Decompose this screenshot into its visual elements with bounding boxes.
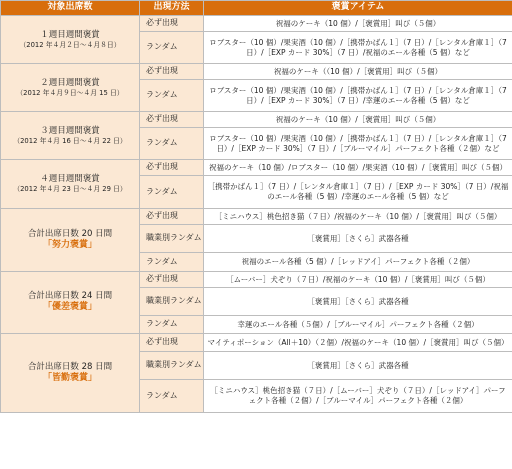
method-cell: 必ず出現 [140,334,204,352]
items-cell: ロブスター（10 個）/果実酒（10 個）/［携帯かばん１］（7 日）/［レンタル倉庫１］（7 日）/［EXP カード 30%］（7 日）/幸運のエール各種（5 個）など [204,80,512,112]
items-cell: ［ミニハウス］桃色招き猫（７日）/祝福のケーキ（10 個）/［褒賞用］叫び（５個） [204,209,512,225]
method-cell: ランダム [140,128,204,160]
table-row [1,64,512,80]
items-cell: 祝福のエール各種（5 個）/［レッドアイ］パーフェクト各種（２個） [204,253,512,272]
group-1-target [1,16,140,64]
items-cell: ［褒賞用］［さくら］武器各種 [204,288,512,316]
group-title: ４週目週間褒賞 [40,174,100,185]
group-period: （2012 年４月２日～４月８日） [19,40,121,49]
method-cell: 必ず出現 [140,209,204,225]
method-cell: ランダム [140,176,204,209]
award-name: 「努力褒賞」 [42,239,97,250]
group-title: 合計出席日数 28 日間 [27,361,113,372]
items-cell: ［褒賞用］［さくら］武器各種 [204,225,512,253]
table-row [1,160,512,176]
header-items: 褒賞アイテム [204,1,512,16]
method-cell: 必ず出現 [140,160,204,176]
header-method: 出現方法 [140,1,204,16]
group-title: 合計出席日数 20 日間 [27,228,113,239]
award-name: 「皆勤褒賞」 [42,372,97,383]
method-cell: ランダム [140,32,204,64]
group-3-target [1,112,140,160]
method-cell: 職業別ランダム [140,225,204,253]
table-row [1,209,512,225]
group-6-target [1,272,140,334]
method-cell: 必ず出現 [140,272,204,288]
items-cell: 幸運のエール各種（５個）/［ブルーマイル］パーフェクト各種（２個） [204,316,512,334]
method-cell: ランダム [140,253,204,272]
method-cell: ランダム [140,380,204,413]
table-row [1,112,512,128]
items-cell: ［ミニハウス］桃色招き猫（７日）/［ムーバー］犬ぞり（７日）/［レッドアイ］パーフェクト各種（２個）/［ブルーマイル］パーフェクト各種（２個） [204,380,512,413]
header-row [1,1,512,16]
method-cell: 職業別ランダム [140,352,204,380]
group-5-target [1,209,140,272]
items-cell: ロブスター（10 個）/果実酒（10 個）/［携帯かばん１］（7 日）/［レンタル倉庫１］（7 日）/［EXP カード 30%］（7 日）/祝福のエール各種（5 個）など [204,32,512,64]
table-row [1,272,512,288]
header-target: 対象出席数 [1,1,140,16]
items-cell: ［携帯かばん１］（7 日）/［レンタル倉庫１］（7 日）/［EXP カード 30%］（7 日）/祝福のエール各種（5 個）/幸運のエール各種（5 個）など [204,176,512,209]
group-title: ３週目週間褒賞 [40,125,100,136]
items-cell: 祝福のケーキ（（10 個）/［褒賞用］叫び（５個） [204,64,512,80]
group-7-target [1,334,140,413]
group-period: （2012 年４月 16 日～４月 22 日） [13,136,127,145]
items-cell: ［褒賞用］［さくら］武器各種 [204,352,512,380]
items-cell: マイティポーション（All＋10）（２個）/祝福のケーキ（10 個）/［褒賞用］叫び（５個） [204,334,512,352]
method-cell: 必ず出現 [140,64,204,80]
method-cell: ランダム [140,316,204,334]
group-period: （2012 年４月 23 日～４月 29 日） [13,185,127,194]
items-cell: 祝福のケーキ（10 個）/ロブスター（10 個）/果実酒（10 個）/［褒賞用］叫び（５個） [204,160,512,176]
items-cell: ロブスター（10 個）/果実酒（10 個）/［携帯かばん１］（7 日）/［レンタル倉庫１］（7 日）/［EXP カード 30%］（7 日）/［ブルーマイル］パーフェクト各種（２個）など [204,128,512,160]
group-2-target [1,64,140,112]
group-title: 合計出席日数 24 日間 [27,291,113,302]
items-cell: 祝福のケーキ（10 個）/［褒賞用］叫び（５個） [204,16,512,32]
group-4-target [1,160,140,209]
group-title: １週目週間褒賞 [40,29,100,40]
group-period: （2012 年４月９日～４月 15 日） [16,88,124,97]
items-cell: 祝福のケーキ（10 個）/［褒賞用］叫び（５個） [204,112,512,128]
method-cell: 必ず出現 [140,16,204,32]
group-title: ２週目週間褒賞 [40,77,100,88]
method-cell: 職業別ランダム [140,288,204,316]
method-cell: ランダム [140,80,204,112]
items-cell: ［ムーバー］犬ぞり（７日）/祝福のケーキ（10 個）/［褒賞用］叫び（５個） [204,272,512,288]
table-row [1,16,512,32]
award-name: 「優差褒賞」 [42,302,97,313]
table-row [1,334,512,352]
method-cell: 必ず出現 [140,112,204,128]
